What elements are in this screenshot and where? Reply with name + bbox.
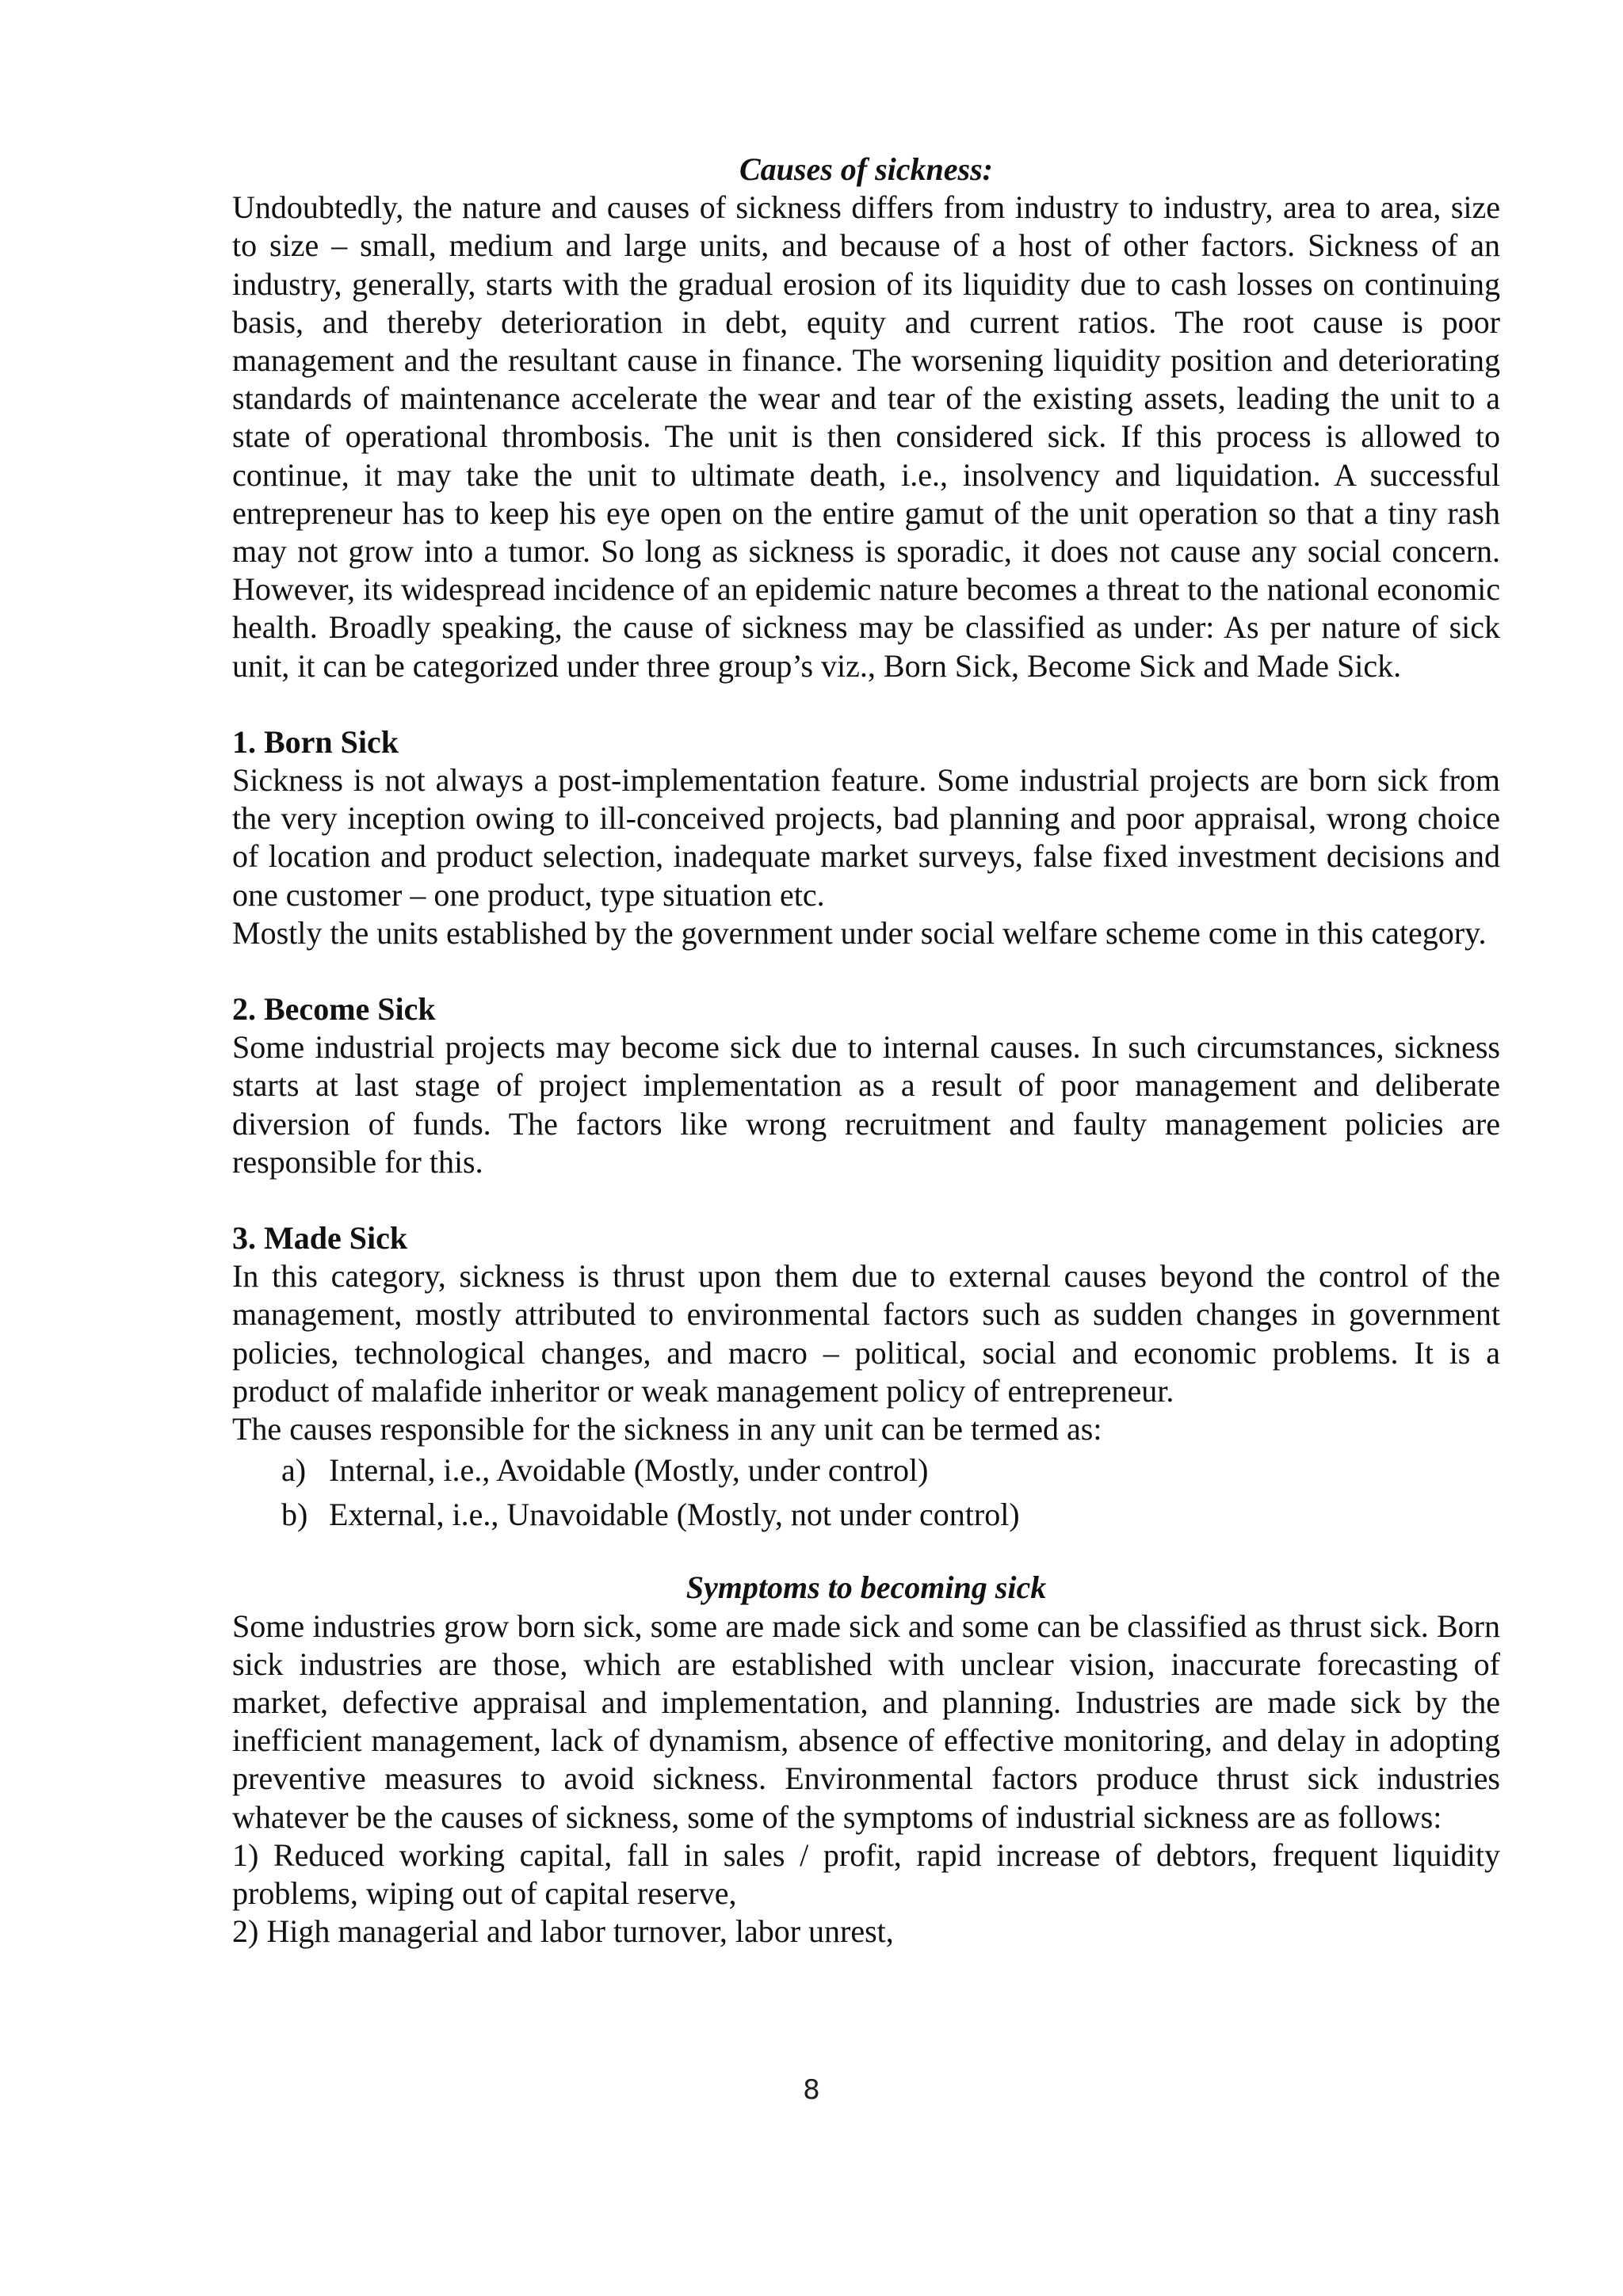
page-number: 8	[803, 2074, 820, 2106]
spacer	[232, 1537, 1500, 1569]
become-sick-paragraph: Some industrial projects may become sick due to internal causes. In such circumstances, sickness starts at last stage of project implementation as a result of poor management and deliberate diversion of funds. The factors like wrong recruitment and faulty management policies are responsible for this.	[232, 1029, 1500, 1180]
born-sick-heading: 1. Born Sick	[232, 723, 399, 760]
causes-title: Causes of sickness:	[739, 151, 994, 187]
list-marker: a)	[281, 1452, 307, 1489]
list-marker: b)	[281, 1497, 308, 1533]
born-sick-paragraph: Sickness is not always a post-implementation feature. Some industrial projects are born sick from the very inception owing to ill-conceived projects, bad planning and poor appraisal, wrong choice of location and product selection, inadequate market surveys, false fixed investment decisions and one customer – one product, type situation etc.	[232, 762, 1500, 913]
become-sick-heading: 2. Become Sick	[232, 991, 436, 1028]
list-item	[232, 1448, 1500, 1493]
causes-intro-paragraph: Undoubtedly, the nature and causes of sickness differs from industry to industry, area to area, size to size – small, medium and large units, and because of a host of other factors. Sickness of an industry, generally, starts with the gradual erosion of its liquidity due to cash losses on continuing basis, and thereby deterioration in debt, equity and current ratios. The root cause is poor management and the resultant cause in finance. The worsening liquidity position and deteriorating standards of maintenance accelerate the wear and tear of the existing assets, leading the unit to a state of operational thrombosis. The unit is then considered sick. If this process is allowed to continue, it may take the unit to ultimate death, i.e., insolvency and liquidation. A successful entrepreneur has to keep his eye open on the entire gamut of the unit operation so that a tiny rash may not grow into a tumor. So long as sickness is sporadic, it does not cause any social concern. However, its widespread incidence of an epidemic nature becomes a threat to the national economic health. Broadly speaking, the cause of sickness may be classified as under: As per nature of sick unit, it can be categorized under three group’s viz., Born Sick, Become Sick and Made Sick.	[232, 189, 1500, 684]
spacer	[232, 1181, 1500, 1219]
symptoms-intro-paragraph: Some industries grow born sick, some are made sick and some can be classified as thrust sick. Born sick industries are those, which are established with unclear vision, inaccurate forecasting of market, defective appraisal and implementation, and planning. Industries are made sick by the inefficient management, lack of dynamism, absence of effective monitoring, and delay in adopting preventive measures to avoid sickness. Environmental factors produce thrust sick industries whatever be the causes of sickness, some of the symptoms of industrial sickness are as follows:	[232, 1608, 1500, 1835]
made-sick-paragraph: In this category, sickness is thrust upon them due to external causes beyond the control of the management, mostly attributed to environmental factors such as sudden changes in government policies, technological changes, and macro – political, social and economic problems. It is a product of malafide inheritor or weak management policy of entrepreneur.	[232, 1258, 1500, 1409]
list-item	[232, 1493, 1500, 1537]
symptom-item-2: 2) High managerial and labor turnover, labor unrest,	[232, 1913, 894, 1950]
symptom-item-1: 1) Reduced working capital, fall in sales / profit, rapid increase of debtors, frequent liquidity problems, wiping out of capital reserve,	[232, 1836, 1500, 1911]
list-item-text: Internal, i.e., Avoidable (Mostly, under control)	[329, 1452, 929, 1489]
symptoms-title: Symptoms to becoming sick	[685, 1569, 1047, 1606]
causes-termed-paragraph: The causes responsible for the sickness in any unit can be termed as:	[232, 1411, 1102, 1447]
causes-list	[232, 1448, 1500, 1537]
spacer	[232, 952, 1500, 990]
spacer	[232, 685, 1500, 723]
document-page	[232, 151, 1500, 1951]
born-sick-paragraph-2: Mostly the units established by the government under social welfare scheme come in this category.	[232, 914, 1487, 951]
list-item-text: External, i.e., Unavoidable (Mostly, not under control)	[329, 1497, 1020, 1533]
made-sick-heading: 3. Made Sick	[232, 1220, 408, 1257]
